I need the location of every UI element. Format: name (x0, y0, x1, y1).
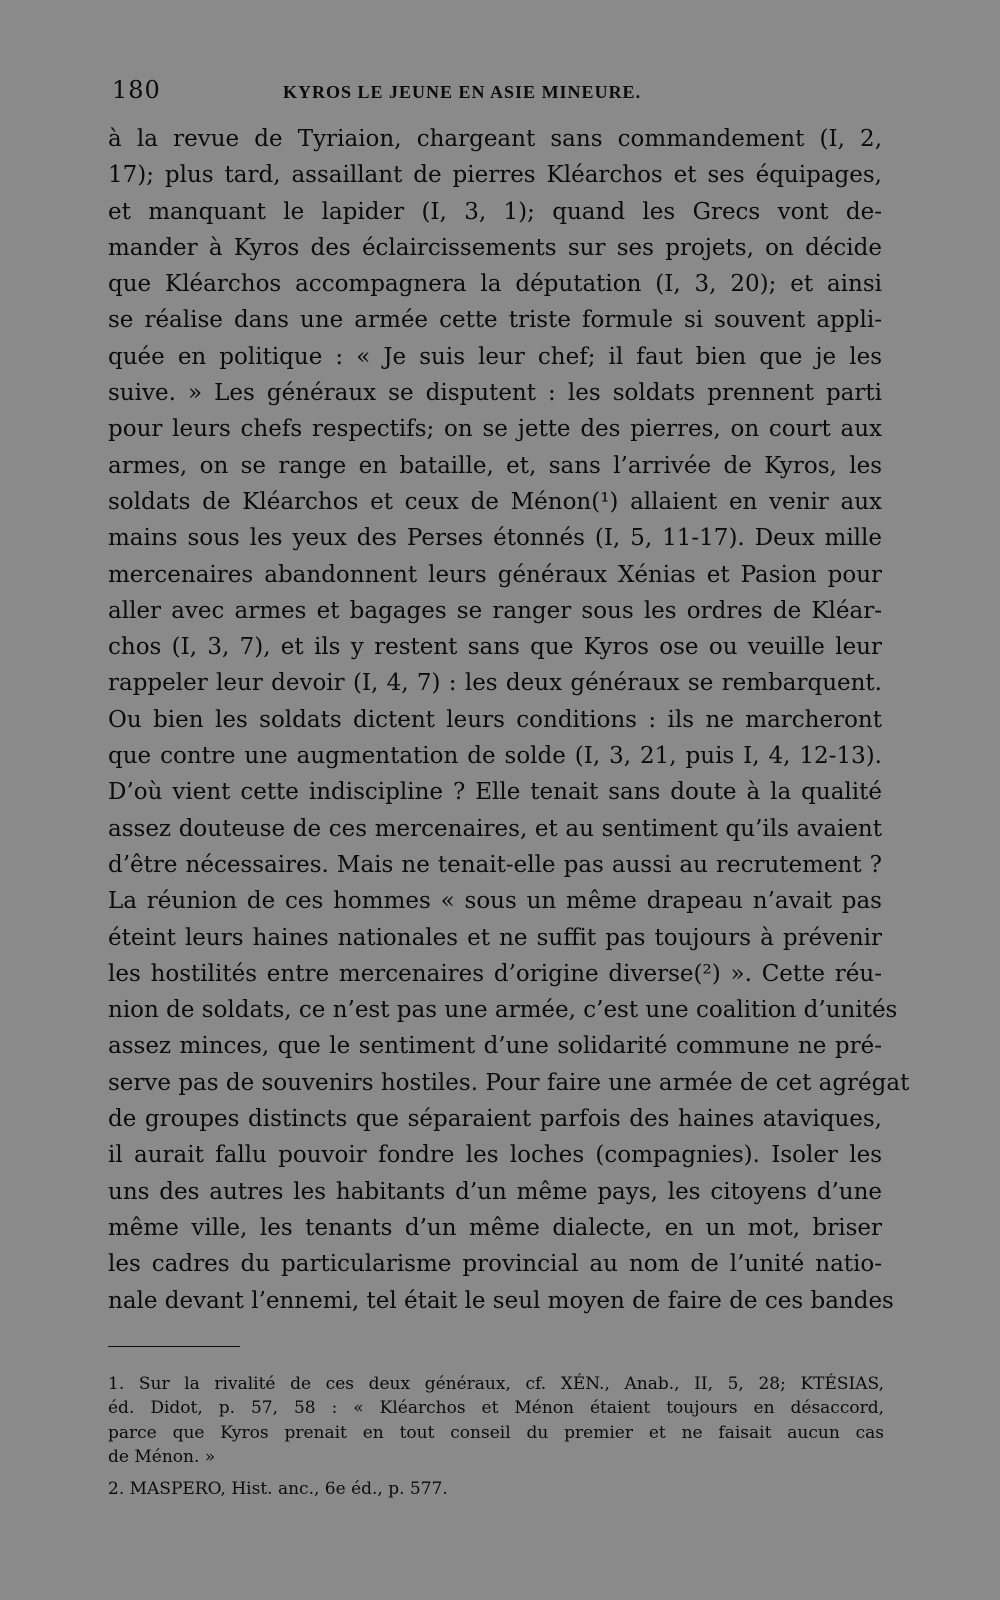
body-line: pour leurs chefs respectifs; on se jette des pierres, on court aux (108, 416, 882, 443)
footnote-2: 2. MASPERO, Hist. anc., 6e éd., p. 577. (108, 1479, 448, 1500)
body-line: La réunion de ces hommes « sous un même drapeau n’avait pas (108, 888, 882, 915)
footnotes (108, 1372, 884, 1501)
body-line: soldats de Kléarchos et ceux de Ménon(¹) allaient en venir aux (108, 488, 882, 515)
body-line: d’être nécessaires. Mais ne tenait-elle pas aussi au recrutement ? (108, 851, 882, 878)
running-title: KYROS LE JEUNE EN ASIE MINEURE. (283, 82, 642, 102)
footnote-1-line: éd. Didot, p. 57, 58 : « Kléarchos et Ménon étaient toujours en désaccord, (108, 1398, 884, 1419)
body-line: nale devant l’ennemi, tel était le seul moyen de faire de ces bandes (108, 1287, 894, 1314)
body-line: mander à Kyros des éclaircissements sur ses projets, on décide (108, 234, 882, 261)
body-line: nion de soldats, ce n’est pas une armée, c’est une coalition d’unités (108, 997, 898, 1024)
body-line: à la revue de Tyriaion, chargeant sans commandement (I, 2, (108, 126, 882, 152)
body-line: les hostilités entre mercenaires d’origine diverse(²) ». Cette réu- (108, 960, 882, 987)
body-line: Ou bien les soldats dictent leurs conditions : ils ne marcheront (108, 706, 882, 733)
body-line: même ville, les tenants d’un même dialecte, en un mot, briser (108, 1214, 882, 1241)
body-line: de groupes distincts que séparaient parfois des haines ataviques, (108, 1106, 882, 1133)
body-line: mains sous les yeux des Perses étonnés (I, 5, 11-17). Deux mille (108, 525, 882, 552)
body-line: D’où vient cette indiscipline ? Elle tenait sans doute à la qualité (108, 779, 882, 806)
body-line: que Kléarchos accompagnera la députation (I, 3, 20); et ainsi (108, 271, 882, 298)
body-line: que contre une augmentation de solde (I, 3, 21, puis I, 4, 12-13). (108, 743, 882, 770)
body-line: 17); plus tard, assaillant de pierres Kléarchos et ses équipages, (108, 162, 882, 189)
body-line: aller avec armes et bagages se ranger sous les ordres de Kléar- (108, 597, 882, 624)
body-line: serve pas de souvenirs hostiles. Pour faire une armée de cet agrégat (108, 1069, 910, 1096)
body-line: les cadres du particularisme provincial au nom de l’unité natio- (108, 1251, 882, 1278)
footnote-1-line: de Ménon. » (108, 1446, 216, 1467)
footnote-1-line: parce que Kyros prenait en tout conseil du premier et ne faisait aucun cas (108, 1422, 884, 1443)
body-line: assez minces, que le sentiment d’une solidarité commune ne pré- (108, 1033, 882, 1060)
body-line: suive. » Les généraux se disputent : les soldats prennent parti (108, 380, 882, 407)
body-line: éteint leurs haines nationales et ne suffit pas toujours à prévenir (108, 924, 882, 951)
page-number: 180 (112, 76, 161, 104)
footnote-gap (108, 1469, 884, 1477)
body-line: rappeler leur devoir (I, 4, 7) : les deux généraux se rembarquent. (108, 670, 882, 697)
body-text (108, 121, 910, 1319)
footnote-separator (108, 1346, 240, 1347)
footnote-1-line: 1. Sur la rivalité de ces deux généraux, cf. XÉN., Anab., II, 5, 28; KTÉSIAS, (108, 1374, 884, 1394)
page-header (112, 76, 880, 110)
body-line: se réalise dans une armée cette triste formule si souvent appli- (108, 307, 882, 334)
body-line: uns des autres les habitants d’un même pays, les citoyens d’une (108, 1178, 882, 1205)
body-line: chos (I, 3, 7), et ils y restent sans que Kyros ose ou veuille leur (108, 634, 882, 661)
body-line: armes, on se range en bataille, et, sans l’arrivée de Kyros, les (108, 452, 882, 479)
body-line: mercenaires abandonnent leurs généraux Xénias et Pasion pour (108, 561, 882, 588)
body-line: il aurait fallu pouvoir fondre les loches (compagnies). Isoler les (108, 1142, 882, 1169)
body-line: quée en politique : « Je suis leur chef; il faut bien que je les (108, 343, 882, 370)
body-line: assez douteuse de ces mercenaires, et au sentiment qu’ils avaient (108, 815, 882, 842)
body-line: et manquant le lapider (I, 3, 1); quand les Grecs vont de- (108, 198, 882, 225)
